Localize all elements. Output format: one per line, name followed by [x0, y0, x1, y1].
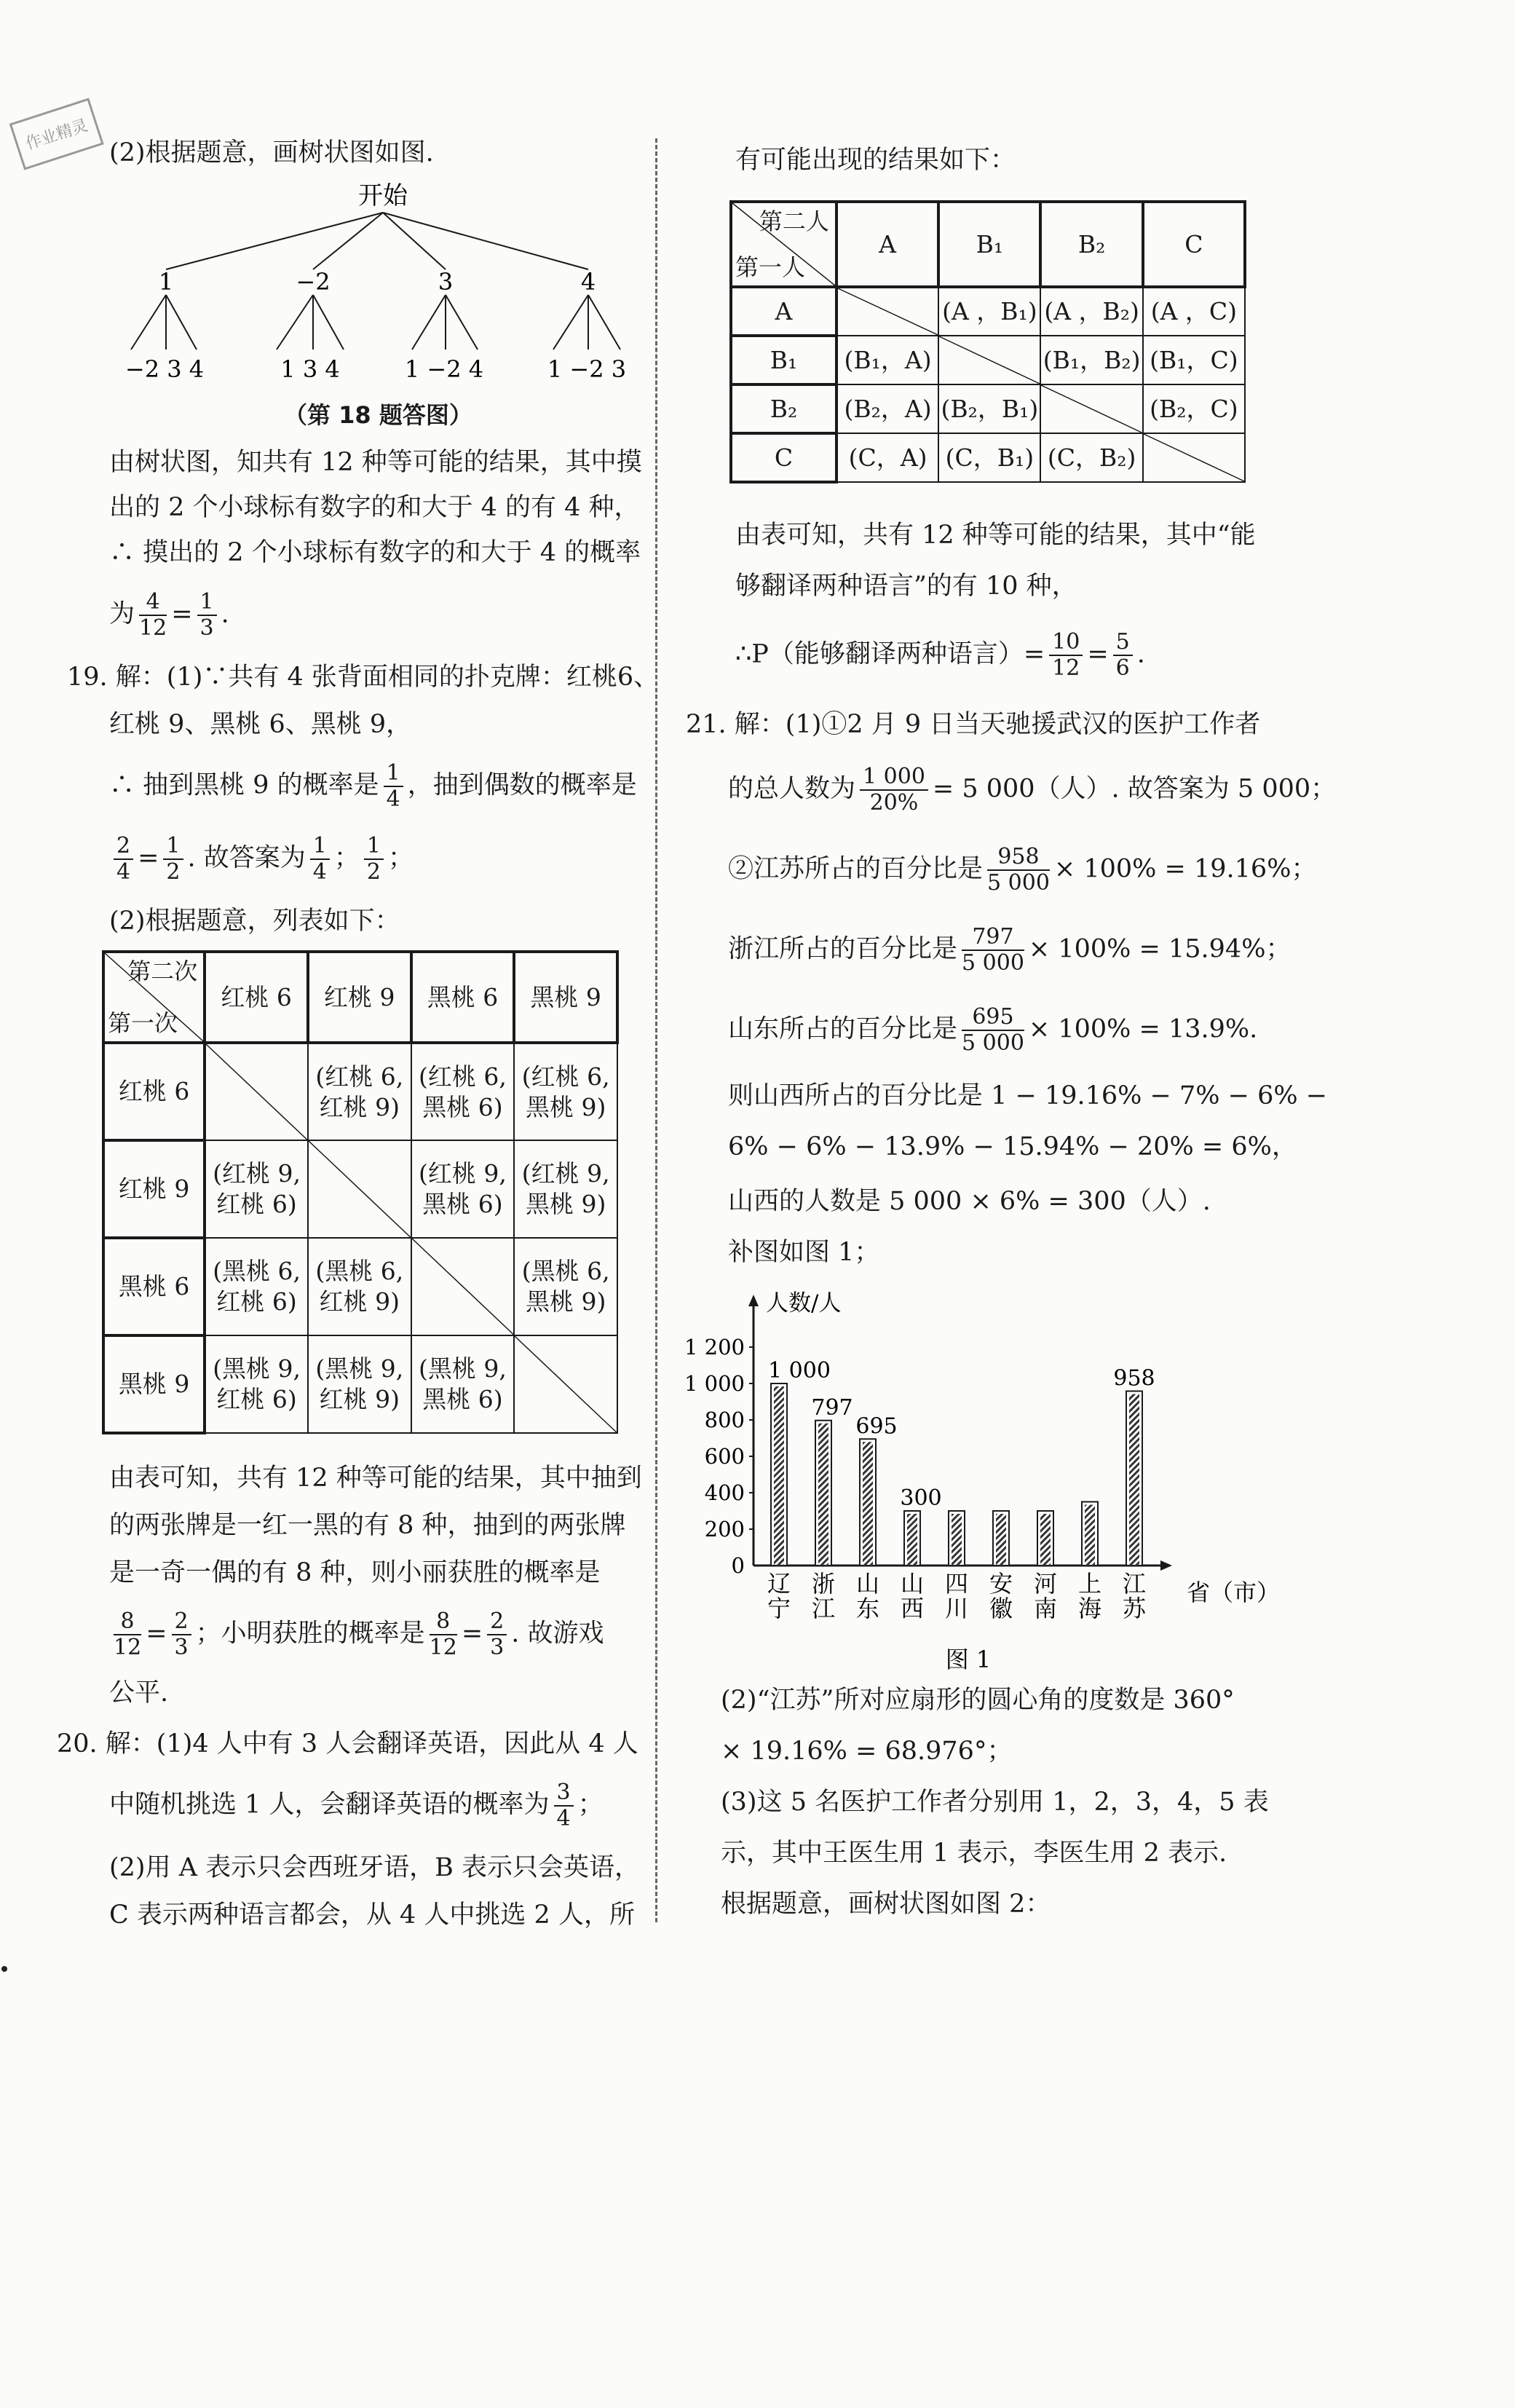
table-q19	[102, 950, 619, 1434]
x-tick-label-3: 西	[900, 1595, 925, 1622]
q21-line8: 山西的人数是 5 000 × 6% = 300（人）.	[728, 1187, 1211, 1216]
tree-caption: （第 18 题答图）	[284, 401, 472, 429]
bar-hatch-4	[952, 1514, 962, 1566]
bar-hatch-6	[1040, 1514, 1051, 1566]
tree-leaves-4: 1 −2 3	[547, 355, 627, 383]
r-line3: 够翻译两种语言”的有 10 种，	[735, 572, 1077, 601]
q19-line9: $\frac{8}{12}$ = $\frac{2}{3}$ ；小明获胜的概率是 $\frac{8}{12}$ = $\frac{2}{3}$ . 故游戏	[114, 1608, 604, 1660]
table-col-header: C	[1143, 202, 1245, 287]
table-cell: (A ，B₁)	[938, 287, 1040, 336]
table-corner: 第二人 第一人	[731, 202, 836, 287]
x-tick-label-0: 辽	[767, 1570, 791, 1598]
table-col-header: B₂	[1040, 202, 1142, 287]
table-cell: (B₂，C)	[1143, 384, 1245, 433]
table-row-header: C	[731, 433, 836, 482]
table-cell: (黑桃 6, 红桃 9)	[308, 1238, 411, 1335]
table-cell: (C，B₂)	[1040, 433, 1142, 482]
table-row-header: 红桃 9	[103, 1140, 205, 1238]
bar-chart	[677, 1282, 1281, 1675]
q19-line7: 的两张牌是一红一黑的有 8 种，抽到的两张牌	[109, 1511, 626, 1540]
x-tick-label-5: 徽	[989, 1595, 1013, 1622]
bar-label-8: 958	[1113, 1365, 1155, 1391]
q18-line1: 由树状图，知共有 12 种等可能的结果，其中摸	[109, 448, 642, 477]
q19-line10: 公平.	[109, 1678, 169, 1708]
table-diagonal-cell	[308, 1140, 411, 1238]
q19-line6: 由表可知，共有 12 种等可能的结果，其中抽到	[109, 1464, 642, 1493]
q20-line4: C 表示两种语言都会，从 4 人中挑选 2 人，所	[109, 1900, 635, 1930]
table-cell: (红桃 6, 红桃 9)	[308, 1043, 411, 1140]
x-tick-label-4: 四	[944, 1570, 969, 1598]
svg-text:作业精灵: 作业精灵	[23, 116, 90, 154]
table-col-header: 黑桃 6	[411, 952, 515, 1043]
y-tick-label: 200	[704, 1517, 745, 1541]
x-tick-label-5: 安	[989, 1570, 1013, 1598]
table-q20	[729, 200, 1246, 483]
y-tick-label: 400	[704, 1480, 745, 1505]
x-tick-label-8: 苏	[1122, 1595, 1147, 1622]
q21-line4: 浙江所占的百分比是 $\frac{797}{5 000}$ × 100% = 15.94%；	[728, 924, 1291, 976]
table-cell: (A ，C)	[1143, 287, 1245, 336]
column-divider	[655, 138, 657, 1922]
q21-line1: 21. 解：(1)①2 月 9 日当天驰援武汉的医护工作者	[686, 710, 1261, 739]
q21-line12: (3)这 5 名医护工作者分别用 1，2，3，4，5 表	[721, 1788, 1269, 1817]
bar-label-3: 300	[900, 1485, 942, 1511]
table-row-header: B₁	[731, 336, 836, 384]
chart-caption: 图 1	[945, 1646, 992, 1673]
table-cell: (B₂，A)	[836, 384, 938, 433]
q18-line4: 为 $\frac{4}{12}$ = $\frac{1}{3}$ .	[109, 589, 229, 641]
q19-line1: 19. 解：(1)∵共有 4 张背面相同的扑克牌：红桃6、	[67, 663, 660, 692]
tree-root: 开始	[358, 181, 408, 210]
bar-hatch-1	[818, 1424, 828, 1566]
q20-line2: 中随机挑选 1 人，会翻译英语的概率为 $\frac{3}{4}$ ；	[109, 1780, 604, 1831]
x-axis-arrow	[1160, 1560, 1172, 1571]
q21-line6: 则山西所占的百分比是 1 − 19.16% − 7% − 6% −	[728, 1081, 1328, 1110]
q19-line5: (2)根据题意，列表如下：	[109, 907, 400, 936]
q20-line3: (2)用 A 表示只会西班牙语，B 表示只会英语，	[109, 1853, 640, 1882]
tree-leaves-3: 1 −2 4	[404, 355, 484, 383]
table-row-header: 黑桃 6	[103, 1238, 205, 1335]
table-diagonal-cell	[836, 287, 938, 336]
bar-hatch-3	[907, 1514, 917, 1566]
q21-line14: 根据题意，画树状图如图 2：	[721, 1890, 1051, 1919]
table-cell: (红桃 6, 黑桃 6)	[411, 1043, 515, 1140]
q21-line9: 补图如图 1；	[728, 1238, 880, 1267]
x-tick-label-7: 上	[1077, 1570, 1102, 1598]
table-diagonal-cell	[514, 1335, 617, 1433]
table-cell: (黑桃 6, 黑桃 9)	[514, 1238, 617, 1335]
x-tick-label-6: 南	[1033, 1595, 1058, 1622]
table-cell: (红桃 6, 黑桃 9)	[514, 1043, 617, 1140]
table-col-header: 黑桃 9	[514, 952, 617, 1043]
table-cell: (B₂，B₁)	[938, 384, 1040, 433]
q21-line11: × 19.16% = 68.976°；	[721, 1737, 1013, 1766]
table-row-header: 黑桃 9	[103, 1335, 205, 1433]
y-tick-label: 0	[731, 1553, 745, 1578]
tree-branch-2: −2	[296, 268, 331, 296]
q19-line2: 红桃 9、黑桃 6、黑桃 9，	[109, 710, 412, 739]
table-col-header: B₁	[938, 202, 1040, 287]
bar-hatch-2	[863, 1442, 873, 1566]
table-cell: (B₁，C)	[1143, 336, 1245, 384]
table-cell: (黑桃 9, 黑桃 6)	[411, 1335, 515, 1433]
y-axis-arrow	[748, 1295, 759, 1306]
table-col-header: 红桃 9	[308, 952, 411, 1043]
bar-hatch-0	[774, 1386, 784, 1566]
table-cell: (C，B₁)	[938, 433, 1040, 482]
q21-line5: 山东所占的百分比是 $\frac{695}{5 000}$ × 100% = 13.9%.	[728, 1004, 1258, 1056]
tree-diagram	[102, 175, 641, 393]
r-line1: 有可能出现的结果如下：	[735, 146, 1016, 175]
table-row-header: 红桃 6	[103, 1043, 205, 1140]
table-row-header: A	[731, 287, 836, 336]
table-cell: (黑桃 9, 红桃 6)	[205, 1335, 308, 1433]
y-axis-label: 人数/人	[766, 1290, 842, 1316]
tree-leaves-1: −2 3 4	[124, 355, 205, 383]
table-cell: (黑桃 6, 红桃 6)	[205, 1238, 308, 1335]
bar-label-0: 1 000	[768, 1358, 831, 1383]
q20-line1: 20. 解：(1)4 人中有 3 人会翻译英语，因此从 4 人	[57, 1729, 638, 1758]
bar-label-1: 797	[811, 1394, 853, 1421]
q21-line3: ②江苏所占的百分比是 $\frac{958}{5 000}$ × 100% = 19.16%；	[728, 844, 1317, 896]
bar-label-2: 695	[855, 1413, 898, 1440]
q21-line13: 示，其中王医生用 1 表示，李医生用 2 表示.	[721, 1839, 1227, 1868]
x-tick-label-1: 浙	[811, 1570, 836, 1598]
table-col-header: 红桃 6	[205, 952, 308, 1043]
y-tick-label: 800	[704, 1408, 745, 1432]
table-col-header: A	[836, 202, 938, 287]
table-cell: (黑桃 9, 红桃 9)	[308, 1335, 411, 1433]
x-tick-label-0: 宁	[767, 1595, 791, 1622]
r-line2: 由表可知，共有 12 种等可能的结果，其中“能	[735, 521, 1256, 550]
x-tick-label-4: 川	[944, 1595, 969, 1622]
bar-hatch-5	[996, 1514, 1006, 1566]
table-cell: (红桃 9, 红桃 6)	[205, 1140, 308, 1238]
x-tick-label-1: 江	[811, 1595, 836, 1622]
table-cell: (红桃 9, 黑桃 9)	[514, 1140, 617, 1238]
x-tick-label-6: 河	[1033, 1570, 1058, 1598]
x-tick-label-3: 山	[900, 1570, 925, 1598]
table-diagonal-cell	[1040, 384, 1142, 433]
q19-line3: ∴ 抽到黑桃 9 的概率是 $\frac{1}{4}$ ，抽到偶数的概率是	[109, 760, 637, 812]
y-tick-label: 1 200	[684, 1335, 745, 1359]
q21-line10: (2)“江苏”所对应扇形的圆心角的度数是 360°	[721, 1686, 1235, 1715]
x-tick-label-2: 山	[855, 1570, 880, 1598]
x-tick-label-2: 东	[855, 1595, 880, 1622]
table-diagonal-cell	[205, 1043, 308, 1140]
q19-line4: $\frac{2}{4}$ = $\frac{1}{2}$ . 故答案为 $\frac{1}{4}$ ； $\frac{1}{2}$ ；	[109, 834, 414, 885]
tree-branch-1: 1	[158, 268, 174, 296]
margin-dot	[1, 1966, 7, 1972]
q18-part2: (2)根据题意，画树状图如图.	[109, 138, 434, 167]
q19-line8: 是一奇一偶的有 8 种，则小丽获胜的概率是	[109, 1558, 601, 1587]
table-row-header: B₂	[731, 384, 836, 433]
table-cell: (红桃 9, 黑桃 6)	[411, 1140, 515, 1238]
table-diagonal-cell	[411, 1238, 515, 1335]
stamp-logo	[6, 95, 108, 175]
q18-line2: 出的 2 个小球标有数字的和大于 4 的有 4 种，	[109, 493, 640, 522]
y-tick-label: 1 000	[684, 1371, 745, 1396]
bar-hatch-8	[1129, 1394, 1139, 1566]
x-tick-label-8: 江	[1122, 1570, 1147, 1598]
table-cell: (A ，B₂)	[1040, 287, 1142, 336]
x-tick-label-7: 海	[1077, 1595, 1102, 1622]
x-axis-label: 省（市）	[1187, 1579, 1281, 1606]
tree-leaves-2: 1 3 4	[280, 355, 340, 383]
tree-branch-3: 3	[438, 268, 454, 296]
y-tick-label: 600	[704, 1444, 745, 1469]
q18-line3: ∴ 摸出的 2 个小球标有数字的和大于 4 的概率	[109, 538, 641, 567]
table-diagonal-cell	[1143, 433, 1245, 482]
table-cell: (B₁，B₂)	[1040, 336, 1142, 384]
table-cell: (C，A)	[836, 433, 938, 482]
q21-line2: 的总人数为 $\frac{1 000}{20\%}$ = 5 000（人）. 故答案为 5 000；	[728, 764, 1337, 816]
table-cell: (B₁，A)	[836, 336, 938, 384]
table-diagonal-cell	[938, 336, 1040, 384]
tree-branch-4: 4	[580, 268, 596, 296]
bar-hatch-7	[1085, 1505, 1095, 1566]
table-corner: 第二次 第一次	[103, 952, 205, 1043]
r-line4: ∴P（能够翻译两种语言）= $\frac{10}{12}$ = $\frac{5}{6}$ .	[735, 629, 1145, 681]
q21-line7: 6% − 6% − 13.9% − 15.94% − 20% = 6%，	[728, 1132, 1297, 1161]
